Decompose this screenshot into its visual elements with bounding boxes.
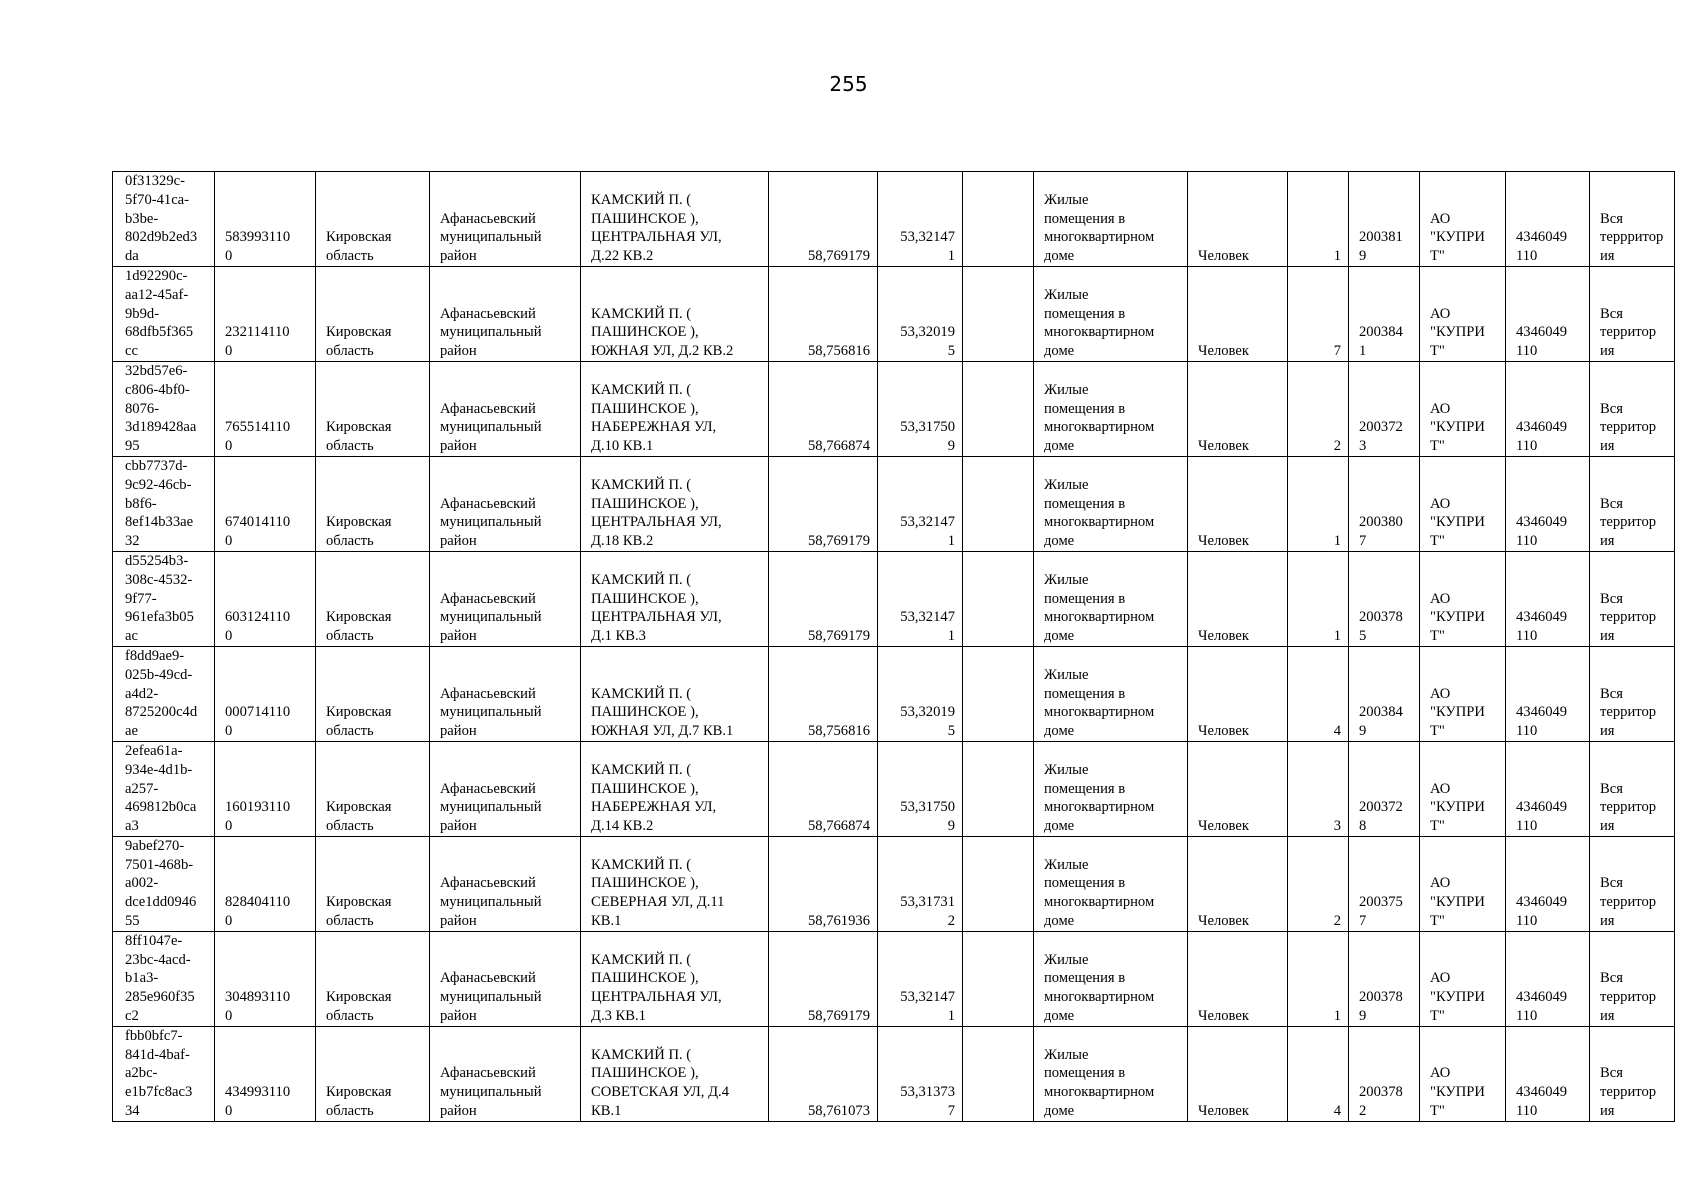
cell-object-type: Жилые помещения в многоквартирном доме [1034,836,1188,931]
cell-unit: Человек [1188,741,1288,836]
cell-district: Афанасьевский муниципальный район [430,1026,581,1121]
cell-object-type: Жилые помещения в многоквартирном доме [1034,456,1188,551]
cell-latitude: 58,761936 [769,836,878,931]
table-row [113,836,1675,931]
cell-code: 160193110 0 [215,741,316,836]
cell-longitude: 53,32019 5 [878,646,963,741]
cell-region: Кировская область [316,456,430,551]
cell-longitude: 53,32147 1 [878,172,963,267]
cell-region: Кировская область [316,361,430,456]
cell-empty [963,1026,1034,1121]
cell-latitude: 58,769179 [769,931,878,1026]
cell-inn: 4346049 110 [1506,1026,1590,1121]
cell-object-type: Жилые помещения в многоквартирном доме [1034,361,1188,456]
cell-address: КАМСКИЙ П. ( ПАШИНСКОЕ ), ЮЖНАЯ УЛ, Д.7 КВ.1 [581,646,769,741]
cell-longitude: 53,31373 7 [878,1026,963,1121]
cell-unit: Человек [1188,1026,1288,1121]
cell-address: КАМСКИЙ П. ( ПАШИНСКОЕ ), СОВЕТСКАЯ УЛ, Д.4 КВ.1 [581,1026,769,1121]
cell-id: cbb7737d- 9c92-46cb- b8f6- 8ef14b33ae 32 [113,456,215,551]
cell-unit: Человек [1188,931,1288,1026]
cell-unit: Человек [1188,551,1288,646]
cell-district: Афанасьевский муниципальный район [430,172,581,267]
cell-inn: 4346049 110 [1506,931,1590,1026]
cell-organization: АО "КУПРИ Т" [1420,266,1506,361]
cell-inn: 4346049 110 [1506,172,1590,267]
cell-address: КАМСКИЙ П. ( ПАШИНСКОЕ ), ЦЕНТРАЛЬНАЯ УЛ, Д.22 КВ.2 [581,172,769,267]
cell-territory: Вся территор ия [1590,361,1675,456]
cell-unit: Человек [1188,266,1288,361]
cell-region: Кировская область [316,1026,430,1121]
cell-longitude: 53,32019 5 [878,266,963,361]
cell-empty [963,551,1034,646]
page-number: 255 [829,72,868,96]
cell-unit: Человек [1188,456,1288,551]
cell-organization: АО "КУПРИ Т" [1420,646,1506,741]
cell-region: Кировская область [316,646,430,741]
cell-district: Афанасьевский муниципальный район [430,931,581,1026]
cell-number: 200375 7 [1349,836,1420,931]
cell-count: 1 [1288,172,1349,267]
cell-id: 32bd57e6- c806-4bf0- 8076- 3d189428aa 95 [113,361,215,456]
cell-empty [963,172,1034,267]
cell-latitude: 58,769179 [769,551,878,646]
table-row [113,456,1675,551]
cell-object-type: Жилые помещения в многоквартирном доме [1034,551,1188,646]
cell-address: КАМСКИЙ П. ( ПАШИНСКОЕ ), НАБЕРЕЖНАЯ УЛ, Д.10 КВ.1 [581,361,769,456]
cell-organization: АО "КУПРИ Т" [1420,1026,1506,1121]
cell-latitude: 58,756816 [769,646,878,741]
cell-region: Кировская область [316,266,430,361]
cell-object-type: Жилые помещения в многоквартирном доме [1034,172,1188,267]
cell-id: d55254b3- 308c-4532- 9f77- 961efa3b05 ac [113,551,215,646]
cell-inn: 4346049 110 [1506,741,1590,836]
cell-empty [963,361,1034,456]
cell-count: 3 [1288,741,1349,836]
cell-inn: 4346049 110 [1506,361,1590,456]
table-row [113,361,1675,456]
cell-region: Кировская область [316,741,430,836]
cell-number: 200380 7 [1349,456,1420,551]
cell-territory: Вся территор ия [1590,1026,1675,1121]
cell-longitude: 53,31750 9 [878,741,963,836]
cell-inn: 4346049 110 [1506,266,1590,361]
cell-longitude: 53,31750 9 [878,361,963,456]
cell-latitude: 58,766874 [769,361,878,456]
cell-empty [963,646,1034,741]
cell-organization: АО "КУПРИ Т" [1420,836,1506,931]
cell-object-type: Жилые помещения в многоквартирном доме [1034,931,1188,1026]
cell-inn: 4346049 110 [1506,551,1590,646]
cell-unit: Человек [1188,646,1288,741]
cell-territory: Вся территор ия [1590,931,1675,1026]
cell-region: Кировская область [316,836,430,931]
cell-number: 200378 2 [1349,1026,1420,1121]
cell-id: 1d92290c- aa12-45af- 9b9d- 68dfb5f365 cc [113,266,215,361]
cell-region: Кировская область [316,931,430,1026]
cell-count: 1 [1288,456,1349,551]
cell-district: Афанасьевский муниципальный район [430,741,581,836]
table-row [113,1026,1675,1121]
cell-object-type: Жилые помещения в многоквартирном доме [1034,741,1188,836]
cell-object-type: Жилые помещения в многоквартирном доме [1034,646,1188,741]
cell-code: 828404110 0 [215,836,316,931]
cell-number: 200381 9 [1349,172,1420,267]
cell-count: 1 [1288,931,1349,1026]
cell-empty [963,456,1034,551]
cell-unit: Человек [1188,172,1288,267]
cell-number: 200384 1 [1349,266,1420,361]
cell-count: 2 [1288,836,1349,931]
cell-territory: Вся территор ия [1590,551,1675,646]
cell-code: 674014110 0 [215,456,316,551]
cell-organization: АО "КУПРИ Т" [1420,931,1506,1026]
cell-unit: Человек [1188,361,1288,456]
cell-count: 2 [1288,361,1349,456]
cell-territory: Вся территор ия [1590,836,1675,931]
cell-territory: Вся территор ия [1590,646,1675,741]
cell-number: 200378 5 [1349,551,1420,646]
cell-longitude: 53,32147 1 [878,456,963,551]
cell-district: Афанасьевский муниципальный район [430,361,581,456]
cell-inn: 4346049 110 [1506,456,1590,551]
cell-id: 2efea61a- 934e-4d1b- a257- 469812b0ca a3 [113,741,215,836]
cell-id: 0f31329c- 5f70-41ca- b3be- 802d9b2ed3 da [113,172,215,267]
table-row [113,172,1675,267]
cell-organization: АО "КУПРИ Т" [1420,551,1506,646]
cell-territory: Вся территор ия [1590,741,1675,836]
cell-address: КАМСКИЙ П. ( ПАШИНСКОЕ ), НАБЕРЕЖНАЯ УЛ, Д.14 КВ.2 [581,741,769,836]
cell-inn: 4346049 110 [1506,836,1590,931]
table-row [113,266,1675,361]
cell-unit: Человек [1188,836,1288,931]
cell-code: 232114110 0 [215,266,316,361]
table-body [113,172,1675,1122]
cell-territory: Вся территор ия [1590,456,1675,551]
table-row [113,931,1675,1026]
cell-latitude: 58,766874 [769,741,878,836]
cell-code: 765514110 0 [215,361,316,456]
cell-count: 7 [1288,266,1349,361]
cell-number: 200384 9 [1349,646,1420,741]
cell-address: КАМСКИЙ П. ( ПАШИНСКОЕ ), ЦЕНТРАЛЬНАЯ УЛ, Д.1 КВ.3 [581,551,769,646]
cell-longitude: 53,32147 1 [878,551,963,646]
cell-id: fbb0bfc7- 841d-4baf- a2bc- e1b7fc8ac3 34 [113,1026,215,1121]
cell-code: 583993110 0 [215,172,316,267]
cell-code: 000714110 0 [215,646,316,741]
cell-district: Афанасьевский муниципальный район [430,646,581,741]
cell-number: 200372 3 [1349,361,1420,456]
cell-code: 304893110 0 [215,931,316,1026]
cell-district: Афанасьевский муниципальный район [430,836,581,931]
cell-latitude: 58,761073 [769,1026,878,1121]
cell-count: 4 [1288,1026,1349,1121]
cell-number: 200372 8 [1349,741,1420,836]
cell-latitude: 58,769179 [769,456,878,551]
cell-longitude: 53,31731 2 [878,836,963,931]
cell-address: КАМСКИЙ П. ( ПАШИНСКОЕ ), СЕВЕРНАЯ УЛ, Д.11 КВ.1 [581,836,769,931]
cell-organization: АО "КУПРИ Т" [1420,741,1506,836]
cell-object-type: Жилые помещения в многоквартирном доме [1034,266,1188,361]
table-row [113,646,1675,741]
registry-table [112,171,1675,1122]
cell-empty [963,836,1034,931]
cell-count: 4 [1288,646,1349,741]
cell-region: Кировская область [316,172,430,267]
cell-district: Афанасьевский муниципальный район [430,551,581,646]
cell-organization: АО "КУПРИ Т" [1420,361,1506,456]
cell-address: КАМСКИЙ П. ( ПАШИНСКОЕ ), ЦЕНТРАЛЬНАЯ УЛ, Д.18 КВ.2 [581,456,769,551]
cell-inn: 4346049 110 [1506,646,1590,741]
cell-empty [963,266,1034,361]
cell-district: Афанасьевский муниципальный район [430,266,581,361]
cell-region: Кировская область [316,551,430,646]
cell-address: КАМСКИЙ П. ( ПАШИНСКОЕ ), ЮЖНАЯ УЛ, Д.2 КВ.2 [581,266,769,361]
cell-address: КАМСКИЙ П. ( ПАШИНСКОЕ ), ЦЕНТРАЛЬНАЯ УЛ, Д.3 КВ.1 [581,931,769,1026]
cell-organization: АО "КУПРИ Т" [1420,456,1506,551]
cell-district: Афанасьевский муниципальный район [430,456,581,551]
cell-code: 434993110 0 [215,1026,316,1121]
cell-object-type: Жилые помещения в многоквартирном доме [1034,1026,1188,1121]
cell-latitude: 58,756816 [769,266,878,361]
cell-id: 8ff1047e- 23bc-4acd- b1a3- 285e960f35 c2 [113,931,215,1026]
cell-territory: Вся территор ия [1590,266,1675,361]
cell-count: 1 [1288,551,1349,646]
table-row [113,551,1675,646]
cell-empty [963,931,1034,1026]
cell-latitude: 58,769179 [769,172,878,267]
cell-number: 200378 9 [1349,931,1420,1026]
cell-territory: Вся террритор ия [1590,172,1675,267]
cell-empty [963,741,1034,836]
cell-code: 603124110 0 [215,551,316,646]
table-row [113,741,1675,836]
cell-organization: АО "КУПРИ Т" [1420,172,1506,267]
cell-id: f8dd9ae9- 025b-49cd- a4d2- 8725200c4d ae [113,646,215,741]
cell-id: 9abef270- 7501-468b- a002- dce1dd0946 55 [113,836,215,931]
cell-longitude: 53,32147 1 [878,931,963,1026]
